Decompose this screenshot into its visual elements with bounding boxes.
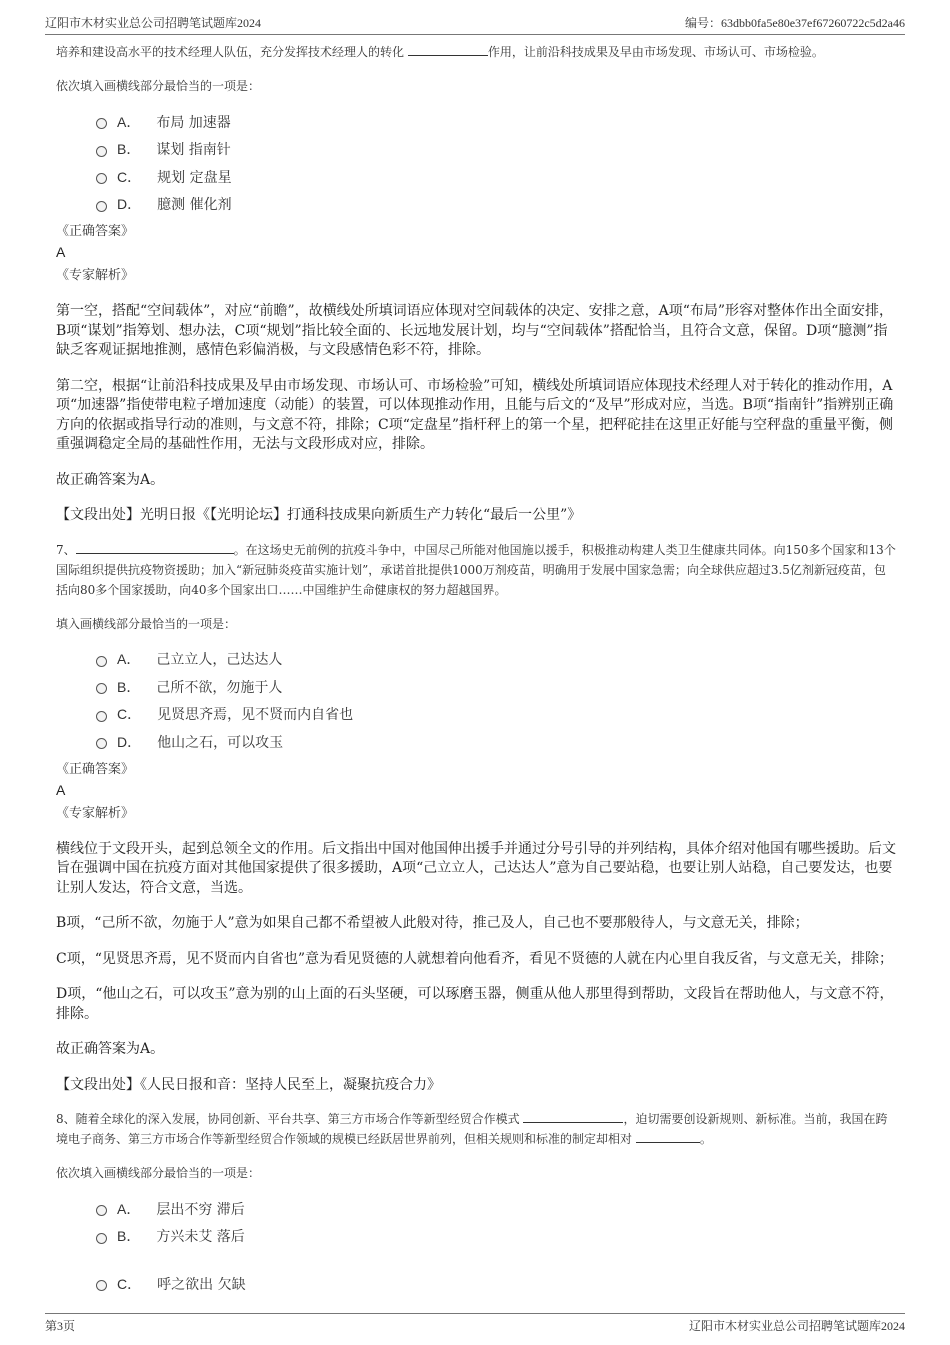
q8-option-a[interactable]: A． 层出不穷 滞后 (96, 1195, 896, 1223)
radio-icon[interactable] (96, 1205, 107, 1216)
q7-answer-label: 《正确答案》 (56, 761, 135, 777)
q6-analysis-3: 故正确答案为A。 (56, 471, 165, 488)
q8-blank-1 (523, 1110, 623, 1123)
header-title: 辽阳市木材实业总公司招聘笔试题库2024 (45, 16, 262, 30)
q8-prompt: 依次填入画横线部分最恰当的一项是： (56, 1166, 261, 1180)
radio-icon[interactable] (96, 656, 107, 667)
q7-option-d[interactable]: D． 他山之石，可以攻玉 (96, 728, 896, 756)
q7-analysis-1: 横线位于文段开头，起到总领全文的作用。后文指出中国对他国伸出援手并通过分号引导的并列结构，具体介绍对他国有哪些援助。后文旨在强调中国在抗疫方面对其他国家提供了很多援助，A项“己立立人，己达达人”意为自己要站稳，也要让别人站稳，自己要发达，也要让别人发达，符合文意，当选。 (56, 840, 896, 896)
radio-icon[interactable] (96, 1280, 107, 1291)
footer-title: 辽阳市木材实业总公司招聘笔试题库2024 (688, 1319, 905, 1333)
q6-source: 【文段出处】光明日报《【光明论坛】打通科技成果向新质生产力转化“最后一公里”》 (56, 507, 582, 523)
q8-stem: 8、随着全球化的深入发展，协同创新、平台共享、第三方市场合作等新型经贸合作模式 ，迫切需要创设新规则、新标准。当前，我国在跨境电子商务、第三方市场合作等新型经贸合作领域的规模已经跃居世界前列，但相关规则和标准的制定却相对 。 (56, 1112, 888, 1146)
q7-options (96, 646, 896, 756)
q6-option-b[interactable]: B． 谋划 指南针 (96, 136, 896, 164)
q7-stem: 7、 。在这场史无前例的抗疫斗争中，中国尽己所能对他国施以援手，积极推动构建人类卫生健康共同体。向150多个国家和13个国际组织提供抗疫物资援助；加入“新冠肺炎疫苗实施计划”，承诺首批提供1000万剂疫苗，明确用于发展中国家急需；向全球供应超过3.5亿剂新冠疫苗，包括向80多个国家援助，向40多个国家出口……中国维护生命健康权的努力超越国界。 (56, 542, 896, 597)
q6-option-d[interactable]: D． 臆测 催化剂 (96, 191, 896, 219)
q8-option-b[interactable]: B． 方兴未艾 落后 (96, 1223, 896, 1251)
radio-icon[interactable] (96, 173, 107, 184)
page-number: 第3页 (45, 1319, 76, 1333)
q7-analysis-2: B项，“己所不欲，勿施于人”意为如果自己都不希望被人此般对待，推己及人，自己也不要那般待人，与文意无关，排除； (56, 915, 809, 931)
q6-option-c[interactable]: C． 规划 定盘星 (96, 163, 896, 191)
q6-analysis-2: 第二空，根据“让前沿科技成果及早由市场发现、市场认可、市场检验”可知，横线处所填词语应体现技术经理人对于转化的推动作用，A项“加速器”指使带电粒子增加速度（动能）的装置，可以体现推动作用，且能与后文的“及早”形成对应，当选。B项“指南针”指辨别正确方向的依据或指导行动的准则，与文意不符，排除；C项“定盘星”指杆秤上的第一个星，把秤砣挂在这里正好能与空秤盘的重量平衡，侧重强调稳定全局的基础性作用，无法与文段形成对应，排除。 (56, 377, 894, 452)
radio-icon[interactable] (96, 146, 107, 157)
page-content (56, 42, 896, 1298)
q6-analysis-label: 《专家解析》 (56, 268, 135, 283)
q6-option-a[interactable]: A． 布局 加速器 (96, 108, 896, 136)
q8-option-c[interactable]: C． 呼之欲出 欠缺 (96, 1270, 896, 1298)
q8-options (96, 1195, 896, 1298)
q7-analysis-label: 《专家解析》 (56, 805, 135, 821)
q7-analysis-5: 故正确答案为A。 (56, 1041, 165, 1057)
q6-answer: A (56, 244, 66, 260)
q6-options (96, 108, 896, 218)
q7-option-c[interactable]: C． 见贤思齐焉，见不贤而内自省也 (96, 701, 896, 729)
q6-blank (408, 43, 488, 56)
page-header (45, 14, 905, 35)
radio-icon[interactable] (96, 118, 107, 129)
q6-prompt: 依次填入画横线部分最恰当的一项是： (56, 79, 261, 93)
header-serial: 编号：63dbb0fa5e80e37ef67260722c5d2a46 (685, 16, 905, 30)
radio-icon[interactable] (96, 711, 107, 722)
radio-icon[interactable] (96, 683, 107, 694)
q8-blank-2 (636, 1130, 700, 1143)
q7-answer: A (56, 781, 66, 798)
q7-analysis-4: D项，“他山之石，可以攻玉”意为别的山上面的石头坚硬，可以琢磨玉器，侧重从他人那里得到帮助，文段旨在帮助他人，与文意不符，排除。 (56, 986, 894, 1022)
radio-icon[interactable] (96, 738, 107, 749)
q7-option-a[interactable]: A． 己立立人，己达达人 (96, 646, 896, 674)
q7-prompt: 填入画横线部分最恰当的一项是： (56, 616, 237, 631)
q6-analysis-1: 第一空，搭配“空间载体”，对应“前瞻”，故横线处所填词语应体现对空间载体的决定、安排之意，A项“布局”形容对整体作出全面安排，B项“谋划”指筹划、想办法，C项“规划”指比较全面的、长远地发展计划，均与“空间载体”搭配恰当，且符合文意，保留。D项“臆测”指缺乏客观证据地推测，感情色彩偏消极，与文段感情色彩不符，排除。 (56, 303, 894, 358)
radio-icon[interactable] (96, 1233, 107, 1244)
q7-analysis-3: C项，“见贤思齐焉，见不贤而内自省也”意为看见贤德的人就想着向他看齐，看见不贤德的人就在内心里自我反省，与文意无关，排除； (56, 950, 894, 967)
radio-icon[interactable] (96, 201, 107, 212)
q6-stem: 培养和建设高水平的技术经理人队伍，充分发挥技术经理人的转化 作用，让前沿科技成果及早由市场发现、市场认可、市场检验。 (56, 45, 824, 59)
q7-source: 【文段出处】《人民日报和音：坚持人民至上，凝聚抗疫合力》 (56, 1076, 441, 1093)
q7-option-b[interactable]: B． 己所不欲，勿施于人 (96, 673, 896, 701)
page-footer (45, 1313, 905, 1334)
q6-answer-label: 《正确答案》 (56, 224, 135, 239)
q7-blank (76, 541, 234, 554)
